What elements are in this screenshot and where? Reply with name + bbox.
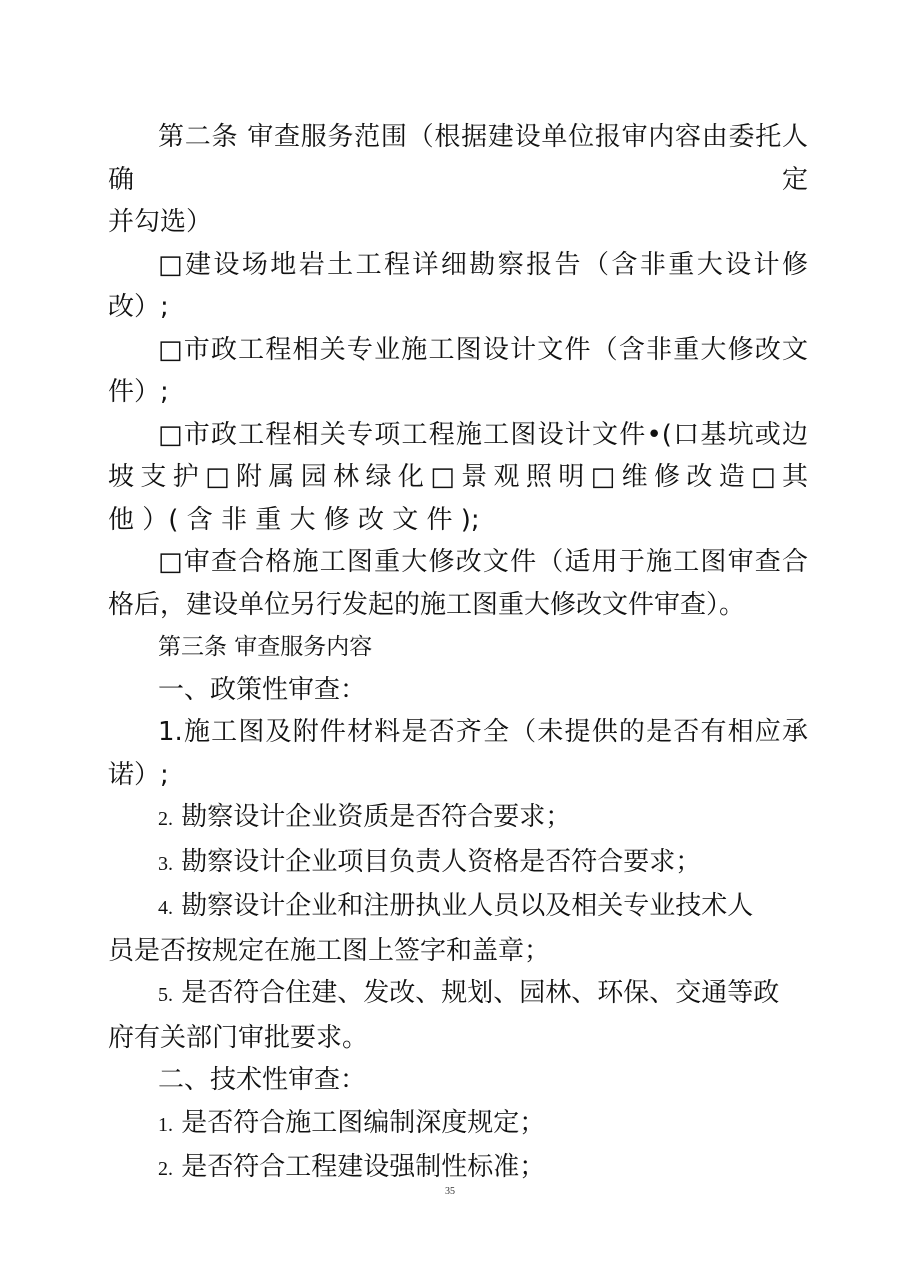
policy-item-5-text: 是否符合住建、发改、规划、园林、环保、交通等政 xyxy=(173,978,780,1008)
scope-item-major-revision-cont: 格后，建设单位另行发起的施工图重大修改文件审查）。 xyxy=(108,589,746,620)
policy-item-5 xyxy=(108,972,808,1017)
article-2-heading-cont: 并勾选） xyxy=(108,207,213,237)
scope-item-municipal-drawings-cont: 件）; xyxy=(108,377,169,407)
scope-item-special-works: □市政工程相关专项工程施工图设计文件•(口基坑或边 xyxy=(158,419,808,450)
scope-item-geotechnical: □建设场地岩土工程详细勘察报告（含非重大设计修 xyxy=(158,249,808,280)
scope-item-special-works-cont: 坡支护□附属园林绿化□景观照明□维修改造□其 xyxy=(108,462,808,492)
policy-item-5-cont: 府有关部门审批要求。 xyxy=(108,1022,369,1053)
technical-item-1 xyxy=(108,1102,808,1147)
section-technical-title: 二、技术性审查： xyxy=(158,1065,367,1095)
page-number: 35 xyxy=(445,1186,455,1197)
technical-item-1-number: 1. xyxy=(158,1113,173,1136)
policy-item-4 xyxy=(108,885,808,930)
policy-item-1: 1.施工图及附件材料是否齐全（未提供的是否有相应承 xyxy=(158,717,808,747)
policy-item-4-text: 勘察设计企业和注册执业人员以及相关专业技术人 xyxy=(173,891,754,921)
policy-item-2-number: 2. xyxy=(158,808,173,830)
policy-item-3-number: 3. xyxy=(158,852,173,875)
policy-item-1-cont: 诺）; xyxy=(108,759,169,790)
policy-item-2-text: 勘察设计企业资质是否符合要求； xyxy=(173,802,572,832)
scope-item-geotechnical-cont: 改）; xyxy=(108,292,169,322)
scope-item-municipal-drawings: □市政工程相关专业施工图设计文件（含非重大修改文 xyxy=(158,334,808,365)
policy-item-5-number: 5. xyxy=(158,984,173,1006)
policy-item-3 xyxy=(108,841,808,886)
scope-item-special-works-cont2: 他 ）( 含 非 重 大 修 改 文 件 ); xyxy=(108,504,480,535)
scope-item-major-revision: □审查合格施工图重大修改文件（适用于施工图审查合 xyxy=(158,547,808,577)
section-policy-title: 一、政策性审查： xyxy=(158,674,367,705)
technical-item-1-text: 是否符合施工图编制深度规定； xyxy=(173,1107,546,1138)
policy-item-3-text: 勘察设计企业项目负责人资格是否符合要求； xyxy=(173,846,702,877)
technical-item-2 xyxy=(108,1146,808,1191)
document-body xyxy=(108,116,808,1191)
policy-item-4-cont: 员是否按规定在施工图上签字和盖章； xyxy=(108,935,551,966)
article-2-heading: 第二条 审查服务范围（根据建设单位报审内容由委托人确定 xyxy=(108,122,808,195)
policy-item-4-number: 4. xyxy=(158,897,173,919)
article-3-heading: 第三条 审查服务内容 xyxy=(158,634,373,660)
technical-item-2-text: 是否符合工程建设强制性标准； xyxy=(173,1152,546,1182)
policy-item-2 xyxy=(108,796,808,841)
technical-item-2-number: 2. xyxy=(158,1158,173,1180)
